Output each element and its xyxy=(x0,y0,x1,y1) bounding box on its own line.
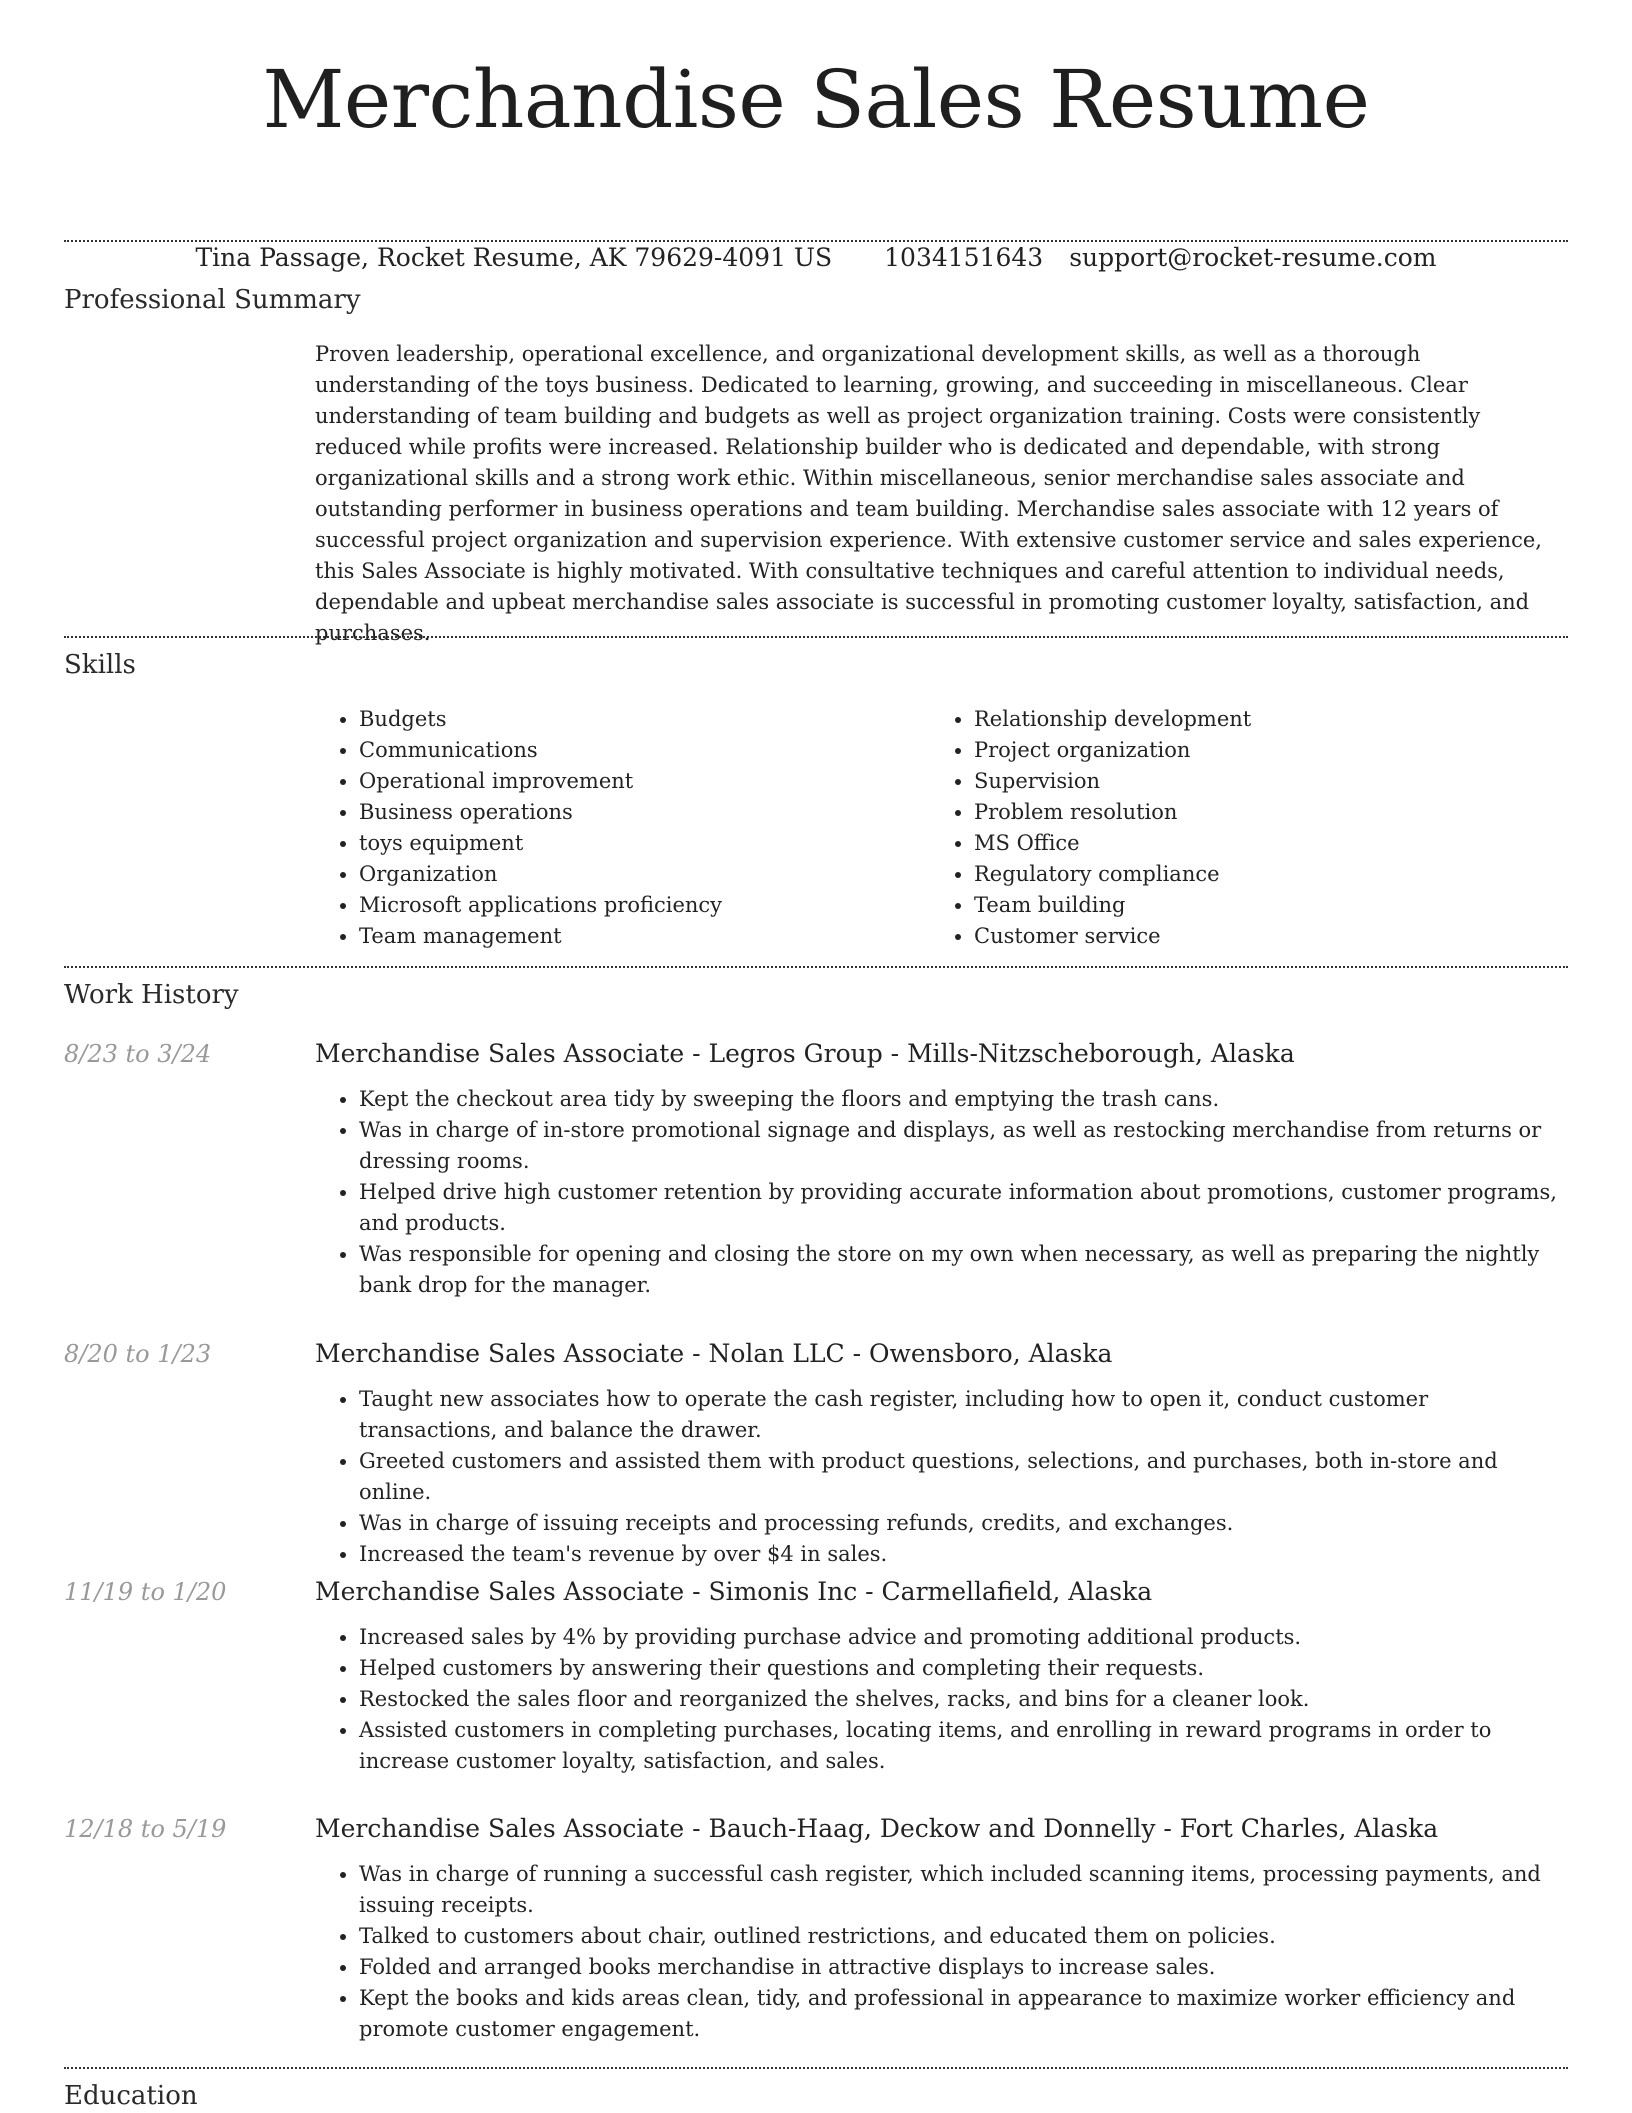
skill-item: • Communications xyxy=(359,735,930,766)
divider xyxy=(64,636,1568,638)
skill-item: • Supervision xyxy=(974,766,1545,797)
skills-column-left xyxy=(315,704,930,952)
job-bullet: • Increased sales by 4% by providing purchase advice and promoting additional products. xyxy=(359,1622,1568,1653)
summary-text: Proven leadership, operational excellence, and organizational development skills, as well as a thorough understanding of the toys business. Dedicated to learning, growing, and succeeding in miscellaneous. Clear understanding of team building and budgets as well as project organization training. Costs were consistently reduced while profits were increased. Relationship builder who is dedicated and dependable, with strong organizational skills and a strong work ethic. Within miscellaneous, senior merchandise sales associate and outstanding performer in business operations and team building. Merchandise sales associate with 12 years of successful project organization and supervision experience. With extensive customer service and sales experience, this Sales Associate is highly motivated. With consultative techniques and careful attention to individual needs, dependable and upbeat merchandise sales associate is successful in promoting customer loyalty, satisfaction, and purchases. xyxy=(315,342,1542,645)
job-bullet: • Assisted customers in completing purchases, locating items, and enrolling in reward programs in order to increase customer loyalty, satisfaction, and sales. xyxy=(359,1715,1568,1777)
skill-item: • Budgets xyxy=(359,704,930,735)
job-bullet: • Increased the team's revenue by over $4 in sales. xyxy=(359,1539,1568,1570)
skill-item: • Customer service xyxy=(974,921,1545,952)
skill-item: • Team building xyxy=(974,890,1545,921)
job-title: Merchandise Sales Associate - Bauch-Haag, Deckow and Donnelly - Fort Charles, Alaska xyxy=(315,1814,1439,1843)
job-bullet: • Kept the books and kids areas clean, tidy, and professional in appearance to maximize worker efficiency and promote customer engagement. xyxy=(359,1983,1568,2045)
job-dates: 11/19 to 1/20 xyxy=(64,1578,227,1606)
job-entry xyxy=(315,1038,1568,1301)
job-title: Merchandise Sales Associate - Legros Group - Mills-Nitzscheborough, Alaska xyxy=(315,1039,1295,1068)
skill-item: • Regulatory compliance xyxy=(974,859,1545,890)
contact-line xyxy=(64,242,1568,274)
skill-item: • Problem resolution xyxy=(974,797,1545,828)
skill-item: • toys equipment xyxy=(359,828,930,859)
job-dates: 8/23 to 3/24 xyxy=(64,1040,212,1068)
resume-page xyxy=(64,0,1568,2111)
job-bullet: • Was in charge of running a successful cash register, which included scanning items, processing payments, and issuing receipts. xyxy=(359,1859,1568,1921)
resume-title: Merchandise Sales Resume xyxy=(262,53,1370,146)
skills-column-right xyxy=(930,704,1545,952)
job-bullet: • Restocked the sales floor and reorganized the shelves, racks, and bins for a cleaner look. xyxy=(359,1684,1568,1715)
skills-heading: Skills xyxy=(64,650,136,680)
contact-phone: 1034151643 xyxy=(884,243,1044,272)
summary-body xyxy=(315,339,1568,649)
job-bullet: • Talked to customers about chair, outlined restrictions, and educated them on policies. xyxy=(359,1921,1568,1952)
job-title: Merchandise Sales Associate - Nolan LLC - Owensboro, Alaska xyxy=(315,1339,1113,1368)
skill-item: • Organization xyxy=(359,859,930,890)
job-entry xyxy=(315,1576,1568,1777)
contact-email[interactable]: support@rocket-resume.com xyxy=(1069,243,1437,272)
job-bullet: • Taught new associates how to operate the cash register, including how to open it, conduct customer transactions, and balance the drawer. xyxy=(359,1384,1568,1446)
skill-item: • Project organization xyxy=(974,735,1545,766)
divider xyxy=(64,966,1568,968)
job-bullet: • Was responsible for opening and closing the store on my own when necessary, as well as preparing the nightly bank drop for the manager. xyxy=(359,1239,1568,1301)
skill-item: • Relationship development xyxy=(974,704,1545,735)
skill-item: • MS Office xyxy=(974,828,1545,859)
skill-item: • Team management xyxy=(359,921,930,952)
job-bullets xyxy=(315,1384,1568,1570)
divider xyxy=(64,240,1568,242)
education-heading: Education xyxy=(64,2081,198,2111)
skill-item: • Business operations xyxy=(359,797,930,828)
job-bullets xyxy=(315,1622,1568,1777)
summary-heading: Professional Summary xyxy=(64,285,361,315)
job-bullets xyxy=(315,1859,1568,2045)
job-dates: 8/20 to 1/23 xyxy=(64,1340,212,1368)
skill-item: • Operational improvement xyxy=(359,766,930,797)
job-bullet: • Was in charge of issuing receipts and processing refunds, credits, and exchanges. xyxy=(359,1508,1568,1539)
contact-address: Tina Passage, Rocket Resume, AK 79629-4091 US xyxy=(195,243,833,272)
divider xyxy=(64,2067,1568,2069)
job-bullet: • Helped customers by answering their questions and completing their requests. xyxy=(359,1653,1568,1684)
job-bullets xyxy=(315,1084,1568,1301)
job-entry xyxy=(315,1338,1568,1570)
job-bullet: • Greeted customers and assisted them with product questions, selections, and purchases, both in-store and online. xyxy=(359,1446,1568,1508)
job-title: Merchandise Sales Associate - Simonis Inc - Carmellafield, Alaska xyxy=(315,1577,1153,1606)
job-bullet: • Was in charge of in-store promotional signage and displays, as well as restocking merchandise from returns or dressing rooms. xyxy=(359,1115,1568,1177)
job-bullet: • Folded and arranged books merchandise in attractive displays to increase sales. xyxy=(359,1952,1568,1983)
job-entry xyxy=(315,1813,1568,2045)
skill-item: • Microsoft applications proficiency xyxy=(359,890,930,921)
job-bullet: • Kept the checkout area tidy by sweeping the floors and emptying the trash cans. xyxy=(359,1084,1568,1115)
work-heading: Work History xyxy=(64,980,239,1010)
job-dates: 12/18 to 5/19 xyxy=(64,1815,227,1843)
job-bullet: • Helped drive high customer retention by providing accurate information about promotions, customer programs, and products. xyxy=(359,1177,1568,1239)
skills-list xyxy=(315,704,1568,952)
